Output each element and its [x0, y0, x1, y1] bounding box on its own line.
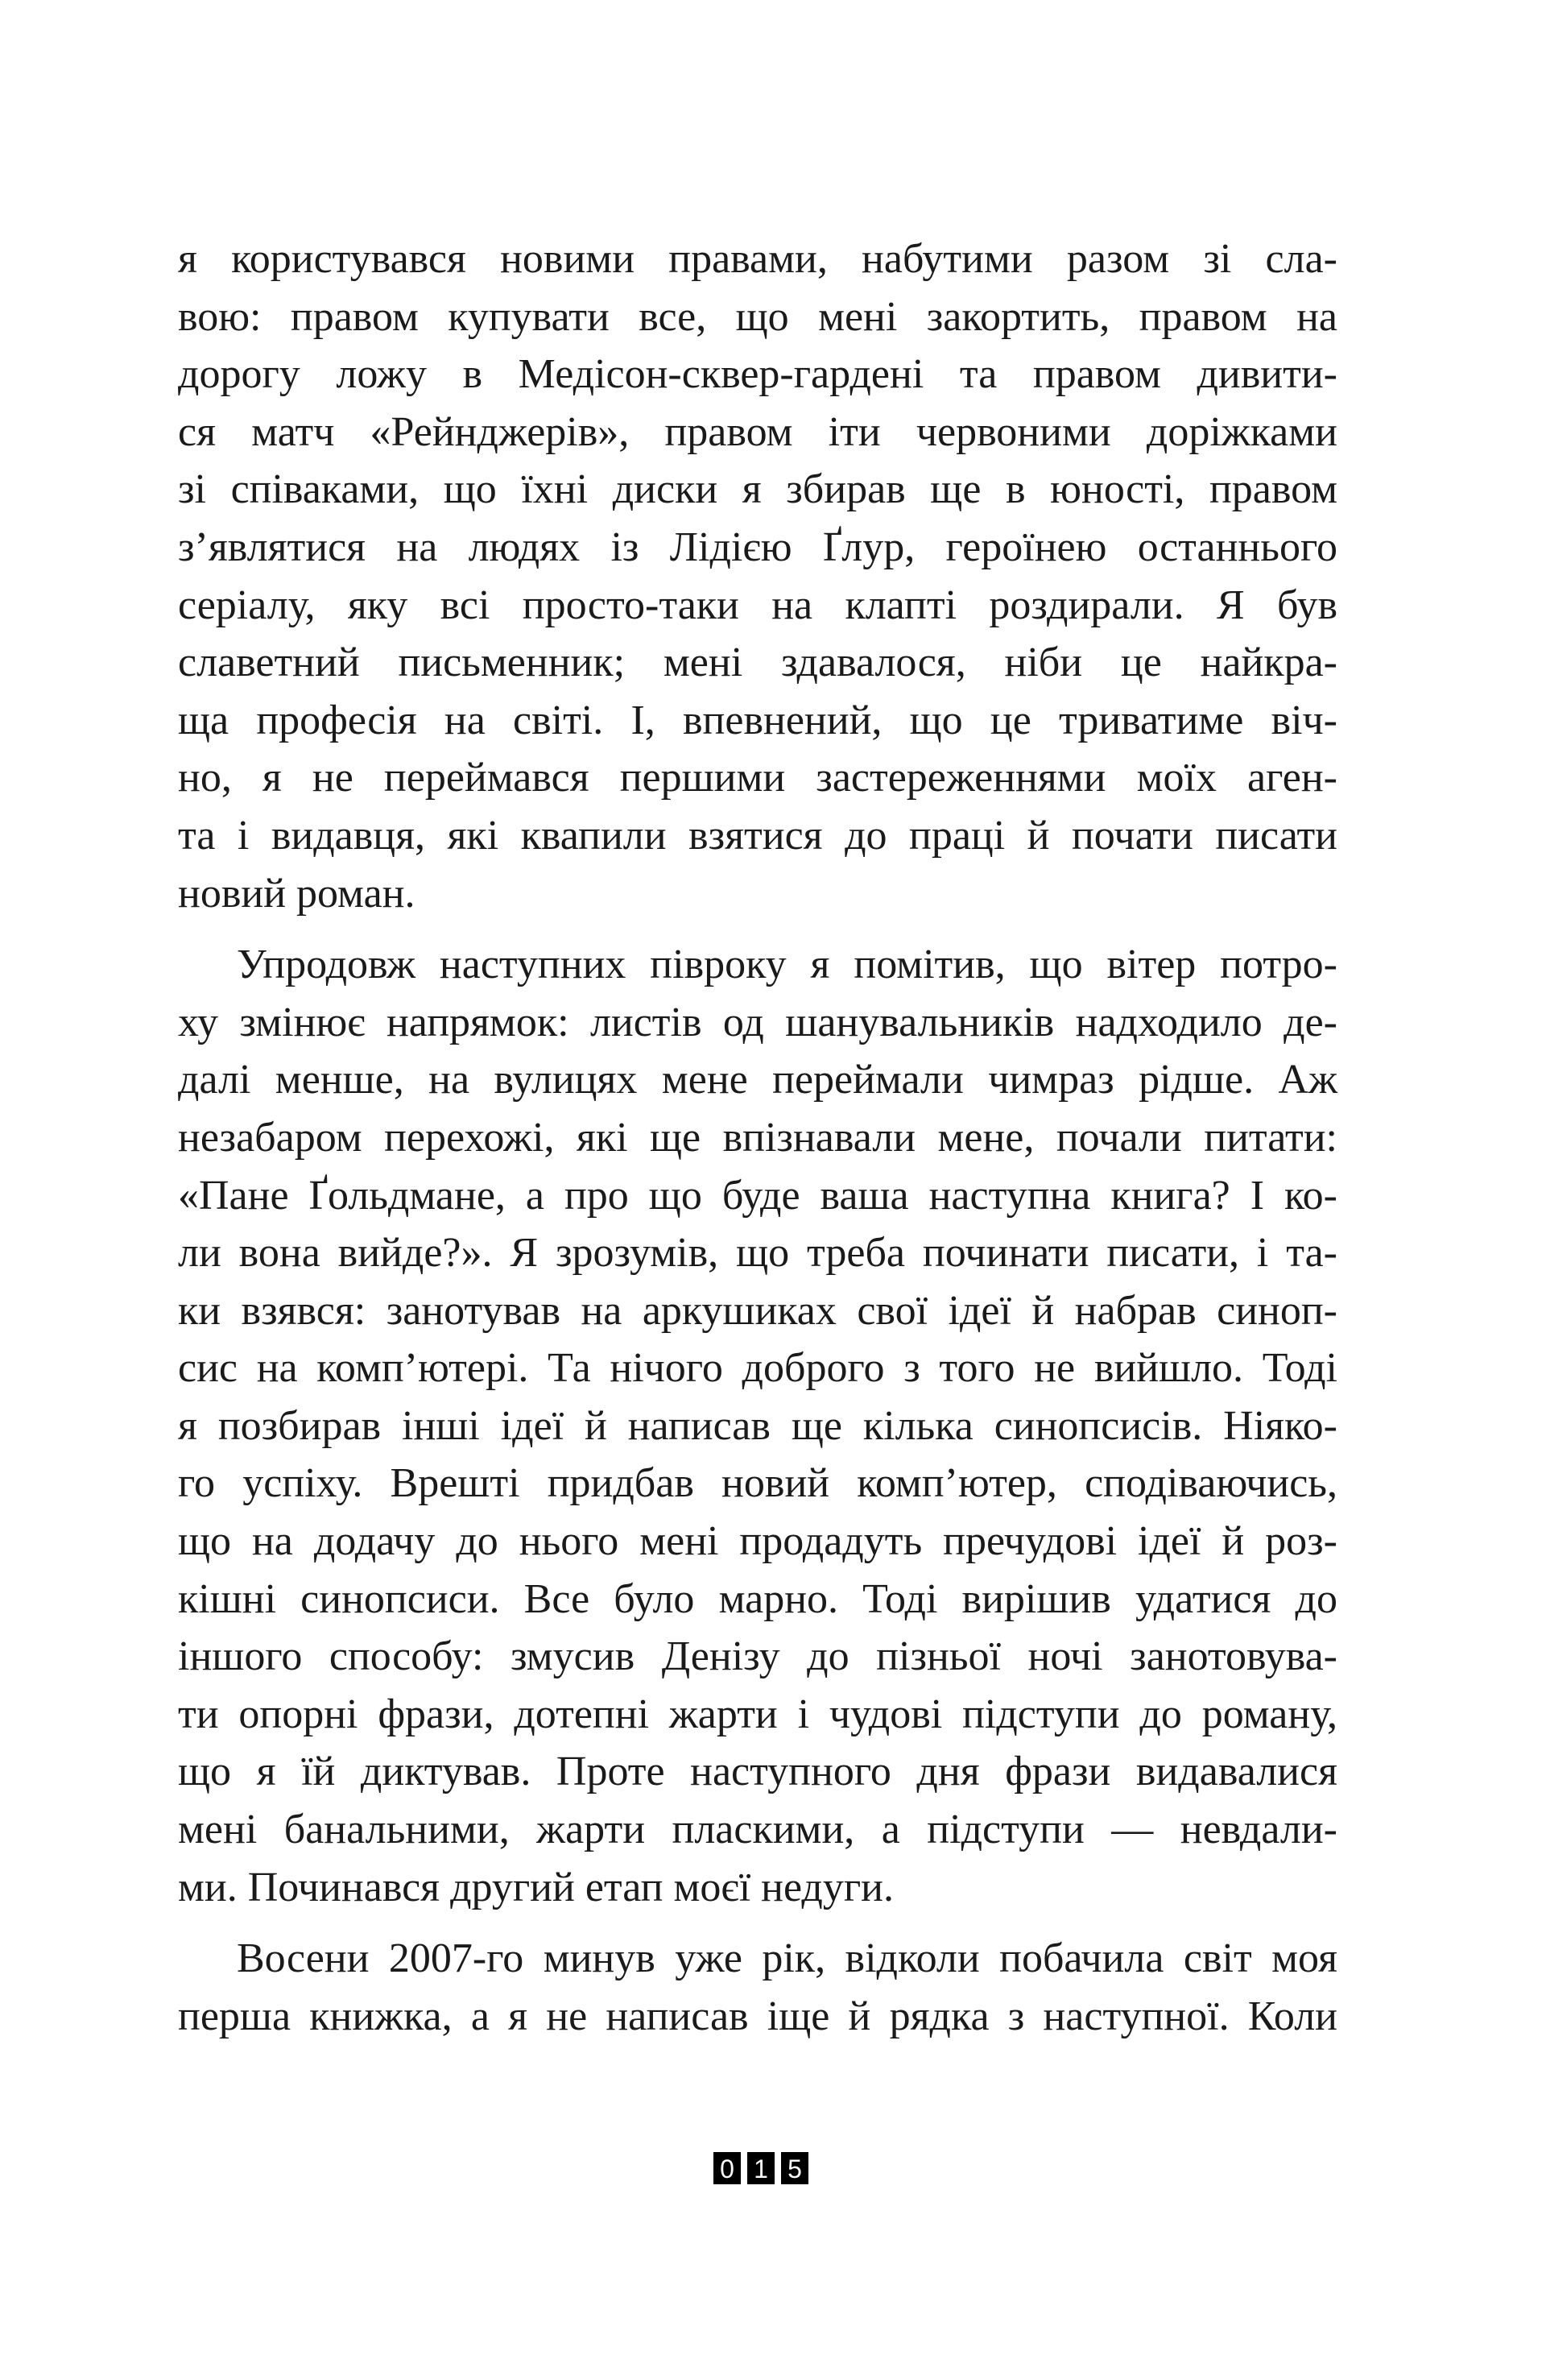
text-line: «Пане Ґольдмане, а про що буде ваша наступна книга? І ко- — [178, 1172, 1337, 1219]
text-line: кішні синопсиси. Все було марно. Тоді вирішив удатися до — [178, 1575, 1337, 1622]
paragraph — [178, 936, 1337, 1916]
text-line: ки взявся: занотував на аркушиках свої ідеї й набрав синоп- — [178, 1287, 1337, 1334]
book-page-text — [178, 230, 1337, 2059]
text-line: сис на комп’ютері. Та нічого доброго з того не вийшло. Тоді — [178, 1345, 1337, 1392]
text-line: Восени 2007-го минув уже рік, відколи побачила світ моя — [237, 1935, 1337, 1982]
text-line: славетний письменник; мені здавалося, ніби це найкра- — [178, 639, 1337, 686]
text-line: ми. Починався другий етап моєї недуги. — [178, 1864, 895, 1910]
text-line: ли вона вийде?». Я зрозумів, що треба починати писати, і та- — [178, 1230, 1337, 1277]
paragraph — [178, 1930, 1337, 2045]
text-line: вою: правом купувати все, що мені закортить, правом на — [178, 293, 1337, 340]
page-number-digit: 1 — [747, 2152, 775, 2184]
text-line: ти опорні фрази, дотепні жарти і чудові підступи до роману, — [178, 1691, 1337, 1737]
text-line: перша книжка, а я не написав іще й рядка з наступної. Коли — [178, 1993, 1337, 2039]
paragraph — [178, 230, 1337, 922]
text-line: іншого способу: змусив Денізу до пізньої ночі занотовува- — [178, 1633, 1337, 1680]
text-line: ща професія на світі. І, впевнений, що це триватиме віч- — [178, 697, 1337, 743]
text-line: го успіху. Врешті придбав новий комп’ютер, сподіваючись, — [178, 1460, 1337, 1507]
text-line: далі менше, на вулицях мене переймали чимраз рідше. Аж — [178, 1057, 1337, 1103]
text-line: я позбирав інші ідеї й написав ще кілька синопсисів. Ніяко- — [178, 1402, 1337, 1449]
text-line: ху змінює напрямок: листів од шанувальників надходило де- — [178, 999, 1337, 1045]
text-line: я користувався новими правами, набутими разом зі сла- — [178, 236, 1337, 282]
text-line: мені банальними, жарти пласкими, а підступи — невдали- — [178, 1807, 1337, 1853]
text-line: незабаром перехожі, які ще впізнавали мене, почали питати: — [178, 1114, 1337, 1161]
text-line: що на додачу до нього мені продадуть пречудові ідеї й роз- — [178, 1518, 1337, 1565]
text-line: серіалу, яку всі просто-таки на клапті роздирали. Я був — [178, 582, 1337, 628]
text-line: та і видавця, які квапили взятися до праці й почати писати — [178, 812, 1337, 859]
text-line: новий роман. — [178, 870, 415, 917]
page-number — [713, 2152, 808, 2184]
text-line: Упродовж наступних півроку я помітив, що вітер потро- — [237, 942, 1337, 988]
page-number-digit: 5 — [781, 2152, 808, 2184]
text-line: но, я не переймався першими застереженнями моїх аген- — [178, 755, 1337, 801]
text-line: що я їй диктував. Проте наступного дня фрази видавалися — [178, 1749, 1337, 1795]
text-line: дорогу ложу в Медісон-сквер-гардені та правом дивити- — [178, 351, 1337, 398]
page-number-digit: 0 — [713, 2152, 741, 2184]
text-line: зі співаками, що їхні диски я збирав ще в юності, правом — [178, 466, 1337, 513]
text-line: ся матч «Рейнджерів», правом іти червоними доріжками — [178, 408, 1337, 455]
text-line: з’являтися на людях із Лідією Ґлур, героїнею останнього — [178, 524, 1337, 570]
